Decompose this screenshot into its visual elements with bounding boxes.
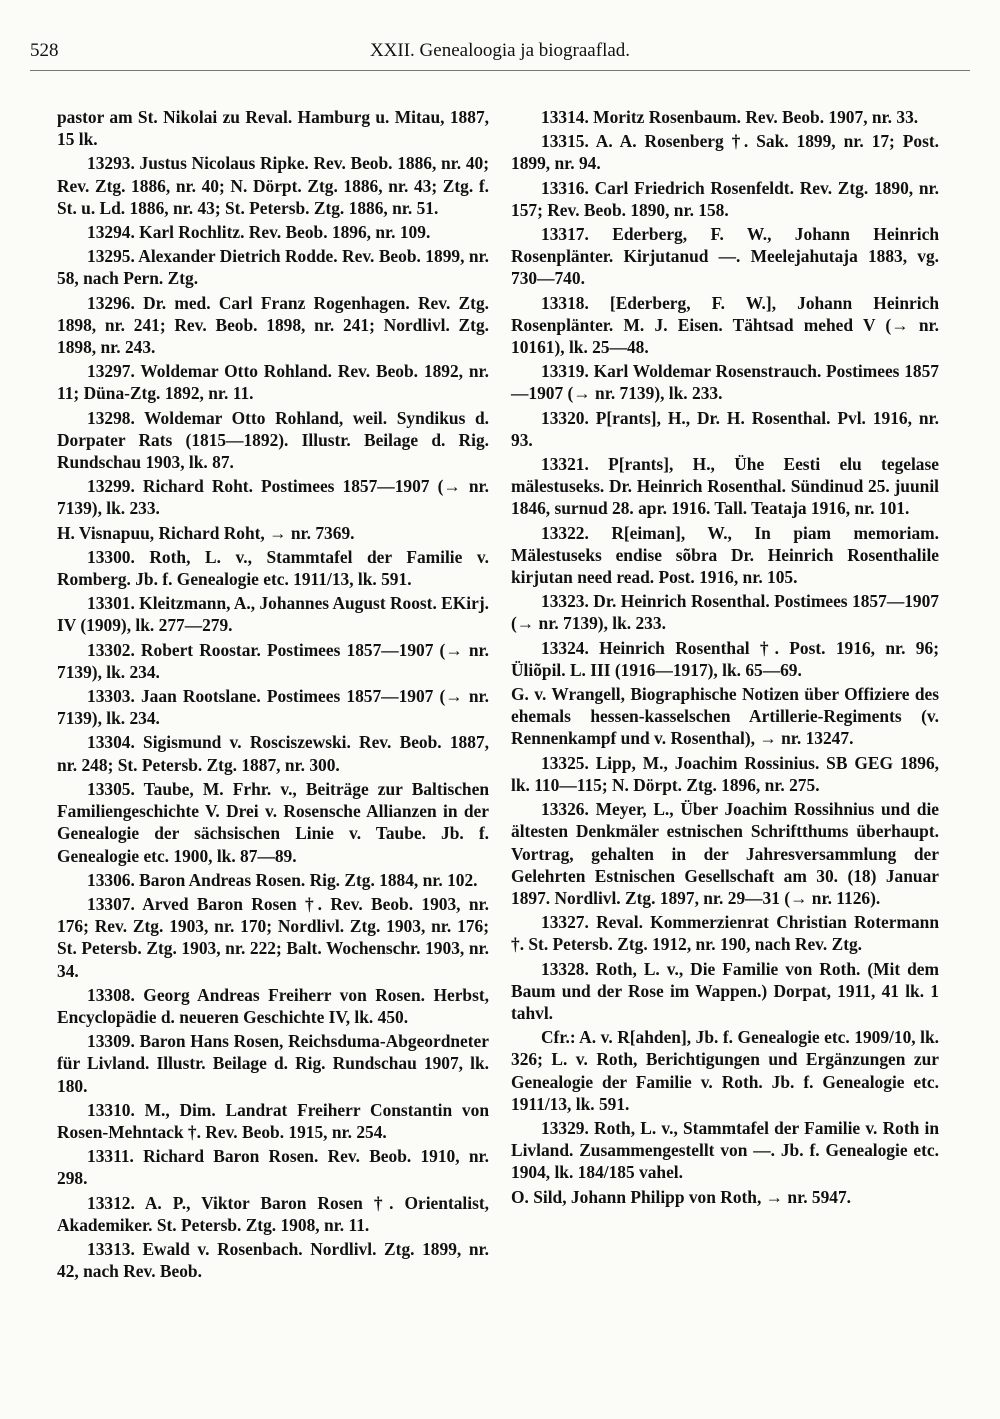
running-title: XXII. Genealoogia ja biograaflad. — [369, 40, 631, 61]
bibliography-entry: 13319. Karl Woldemar Rosenstrauch. Postimees 1857—1907 (→ nr. 7139), lk. 233. — [511, 361, 939, 404]
bibliography-entry: 13316. Carl Friedrich Rosenfeldt. Rev. Ztg. 1890, nr. 157; Rev. Beob. 1890, nr. 158. — [511, 177, 939, 220]
bibliography-entry: 13323. Dr. Heinrich Rosenthal. Postimees 1857—1907 (→ nr. 7139), lk. 233. — [511, 591, 939, 634]
bibliography-entry: 13305. Taube, M. Frhr. v., Beiträge zur Baltischen Familiengeschichte V. Drei v. Rosensche Allianzen in der Genealogie der sächsischen Linie v. Taube. Jb. f. Genealogie etc. 1900, lk. 87—89. — [57, 778, 489, 866]
bibliography-entry: pastor am St. Nikolai zu Reval. Hamburg u. Mitau, 1887, 15 lk. — [57, 107, 489, 150]
bibliography-entry: 13301. Kleitzmann, A., Johannes August Roost. EKirj. IV (1909), lk. 277—279. — [57, 593, 489, 636]
bibliography-entry: Cfr.: A. v. R[ahden], Jb. f. Genealogie etc. 1909/10, lk. 326; L. v. Roth, Berichtigungen und Ergänzungen zur Genealogie der Familie v. Roth. Jb. f. Genealogie etc. 1911/13, lk. 591. — [511, 1027, 939, 1114]
bibliography-entry: 13303. Jaan Rootslane. Postimees 1857—1907 (→ nr. 7139), lk. 234. — [57, 686, 489, 729]
bibliography-entry: 13325. Lipp, M., Joachim Rossinius. SB GEG 1896, lk. 110—115; N. Dörpt. Ztg. 1896, nr. 275. — [511, 752, 939, 795]
bibliography-entry: 13311. Richard Baron Rosen. Rev. Beob. 1910, nr. 298. — [57, 1146, 489, 1189]
bibliography-entry: 13299. Richard Roht. Postimees 1857—1907 (→ nr. 7139), lk. 233. — [57, 476, 489, 519]
bibliography-entry: 13313. Ewald v. Rosenbach. Nordlivl. Ztg. 1899, nr. 42, nach Rev. Beob. — [57, 1238, 489, 1282]
bibliography-entry: 13315. A. A. Rosenberg †. Sak. 1899, nr. 17; Post. 1899, nr. 94. — [511, 131, 939, 174]
bibliography-entry: G. v. Wrangell, Biographische Notizen über Offiziere des ehemals hessen-kasselschen Artillerie-Regiments (v. Rennenkampf und v. Rosenthal), → nr. 13247. — [511, 684, 939, 749]
bibliography-entry: 13309. Baron Hans Rosen, Reichsduma-Abgeordneter für Livland. Illustr. Beilage d. Rig. Rundschau 1907, lk. 180. — [57, 1031, 489, 1096]
bibliography-entry: H. Visnapuu, Richard Roht, → nr. 7369. — [57, 522, 355, 543]
bibliography-entry: 13321. P[rants], H., Ühe Eesti elu tegelase mälestuseks. Dr. Heinrich Rosenthal. Sündinud 25. juunil 1846, surnud 28. apr. 1916. Tall. Teataja 1916, nr. 101. — [511, 454, 939, 519]
bibliography-entry: 13326. Meyer, L., Über Joachim Rossihnius und die ältesten Denkmäler estnischen Schriftthums überhaupt. Vortrag, gehalten in der Jahresversammlung der Gelehrten Estnischen Gesellschaft am 30. (18) Januar 1897. Nordlivl. Ztg. 1897, nr. 29—31 (→ nr. 1126). — [511, 799, 939, 908]
bibliography-entry: 13296. Dr. med. Carl Franz Rogenhagen. Rev. Ztg. 1898, nr. 241; Rev. Beob. 1898, nr. 241; Nordlivl. Ztg. 1898, nr. 243. — [57, 292, 489, 358]
bibliography-entry: 13294. Karl Rochlitz. Rev. Beob. 1896, nr. 109. — [87, 222, 431, 243]
left-column — [57, 106, 489, 1284]
bibliography-entry: 13293. Justus Nicolaus Ripke. Rev. Beob. 1886, nr. 40; Rev. Ztg. 1886, nr. 40; N. Dörpt. Ztg. 1886, nr. 43; Ztg. f. St. u. Ld. 1886, nr. 43; St. Petersb. Ztg. 1886, nr. 51. — [57, 153, 489, 218]
bibliography-entry: 13304. Sigismund v. Rosciszewski. Rev. Beob. 1887, nr. 248; St. Petersb. Ztg. 1887, nr. 300. — [57, 732, 489, 775]
bibliography-entry: 13329. Roth, L. v., Stammtafel der Familie v. Roth in Livland. Zusammengestellt von —. Jb. f. Genealogie etc. 1904, lk. 184/185 vahel. — [511, 1117, 939, 1183]
bibliography-entry: 13322. R[eiman], W., In piam memoriam. Mälestuseks endise sõbra Dr. Heinrich Rosenthalile kirjutan need read. Post. 1916, nr. 105. — [511, 522, 939, 588]
bibliography-entry: O. Sild, Johann Philipp von Roth, → nr. 5947. — [511, 1186, 852, 1207]
bibliography-entry: 13298. Woldemar Otto Rohland, weil. Syndikus d. Dorpater Rats (1815—1892). Illustr. Beilage d. Rig. Rundschau 1903, lk. 87. — [57, 407, 489, 473]
bibliography-entry: 13314. Moritz Rosenbaum. Rev. Beob. 1907, nr. 33. — [541, 107, 919, 127]
right-column — [511, 106, 939, 1210]
page-header — [30, 36, 970, 71]
bibliography-entry: 13327. Reval. Kommerzienrat Christian Rotermann †. St. Petersb. Ztg. 1912, nr. 190, nach Rev. Ztg. — [511, 912, 939, 955]
bibliography-entry: 13312. A. P., Viktor Baron Rosen †. Orientalist, Akademiker. St. Petersb. Ztg. 1908, nr. 11. — [57, 1192, 489, 1235]
bibliography-entry: 13300. Roth, L. v., Stammtafel der Familie v. Romberg. Jb. f. Genealogie etc. 1911/13, lk. 591. — [57, 546, 489, 590]
bibliography-entry: 13318. [Ederberg, F. W.], Johann Heinrich Rosenplänter. M. J. Eisen. Tähtsad mehed V (→ nr. 10161), lk. 25—48. — [511, 292, 939, 358]
bibliography-entry: 13317. Ederberg, F. W., Johann Heinrich Rosenplänter. Kirjutanud —. Meelejahutaja 1883, vg. 730—740. — [511, 224, 939, 289]
bibliography-entry: 13308. Georg Andreas Freiherr von Rosen. Herbst, Encyclopädie d. neueren Geschichte IV, lk. 450. — [57, 984, 489, 1027]
bibliography-entry: 13324. Heinrich Rosenthal †. Post. 1916, nr. 96; Üliõpil. L. III (1916—1917), lk. 65—69. — [511, 637, 939, 680]
bibliography-entry: 13297. Woldemar Otto Rohland. Rev. Beob. 1892, nr. 11; Düna-Ztg. 1892, nr. 11. — [57, 361, 489, 404]
bibliography-entry: 13310. M., Dim. Landrat Freiherr Constantin von Rosen-Mehntack †. Rev. Beob. 1915, nr. 254. — [57, 1099, 489, 1142]
bibliography-entry: 13328. Roth, L. v., Die Familie von Roth. (Mit dem Baum und der Rose im Wappen.) Dorpat, 1911, 41 lk. 1 tahvl. — [511, 958, 939, 1023]
bibliography-entry: 13307. Arved Baron Rosen †. Rev. Beob. 1903, nr. 176; Rev. Ztg. 1903, nr. 170; Nordlivl. Ztg. 1903, nr. 176; St. Petersb. Ztg. 1903, nr. 222; Balt. Wochenschr. 1903, nr. 34. — [57, 893, 489, 981]
page-number: 528 — [30, 40, 59, 61]
bibliography-entry: 13302. Robert Roostar. Postimees 1857—1907 (→ nr. 7139), lk. 234. — [57, 639, 489, 682]
bibliography-entry: 13320. P[rants], H., Dr. H. Rosenthal. Pvl. 1916, nr. 93. — [511, 407, 939, 450]
bibliography-entry: 13306. Baron Andreas Rosen. Rig. Ztg. 1884, nr. 102. — [87, 869, 478, 890]
bibliography-entry: 13295. Alexander Dietrich Rodde. Rev. Beob. 1899, nr. 58, nach Pern. Ztg. — [57, 246, 489, 289]
